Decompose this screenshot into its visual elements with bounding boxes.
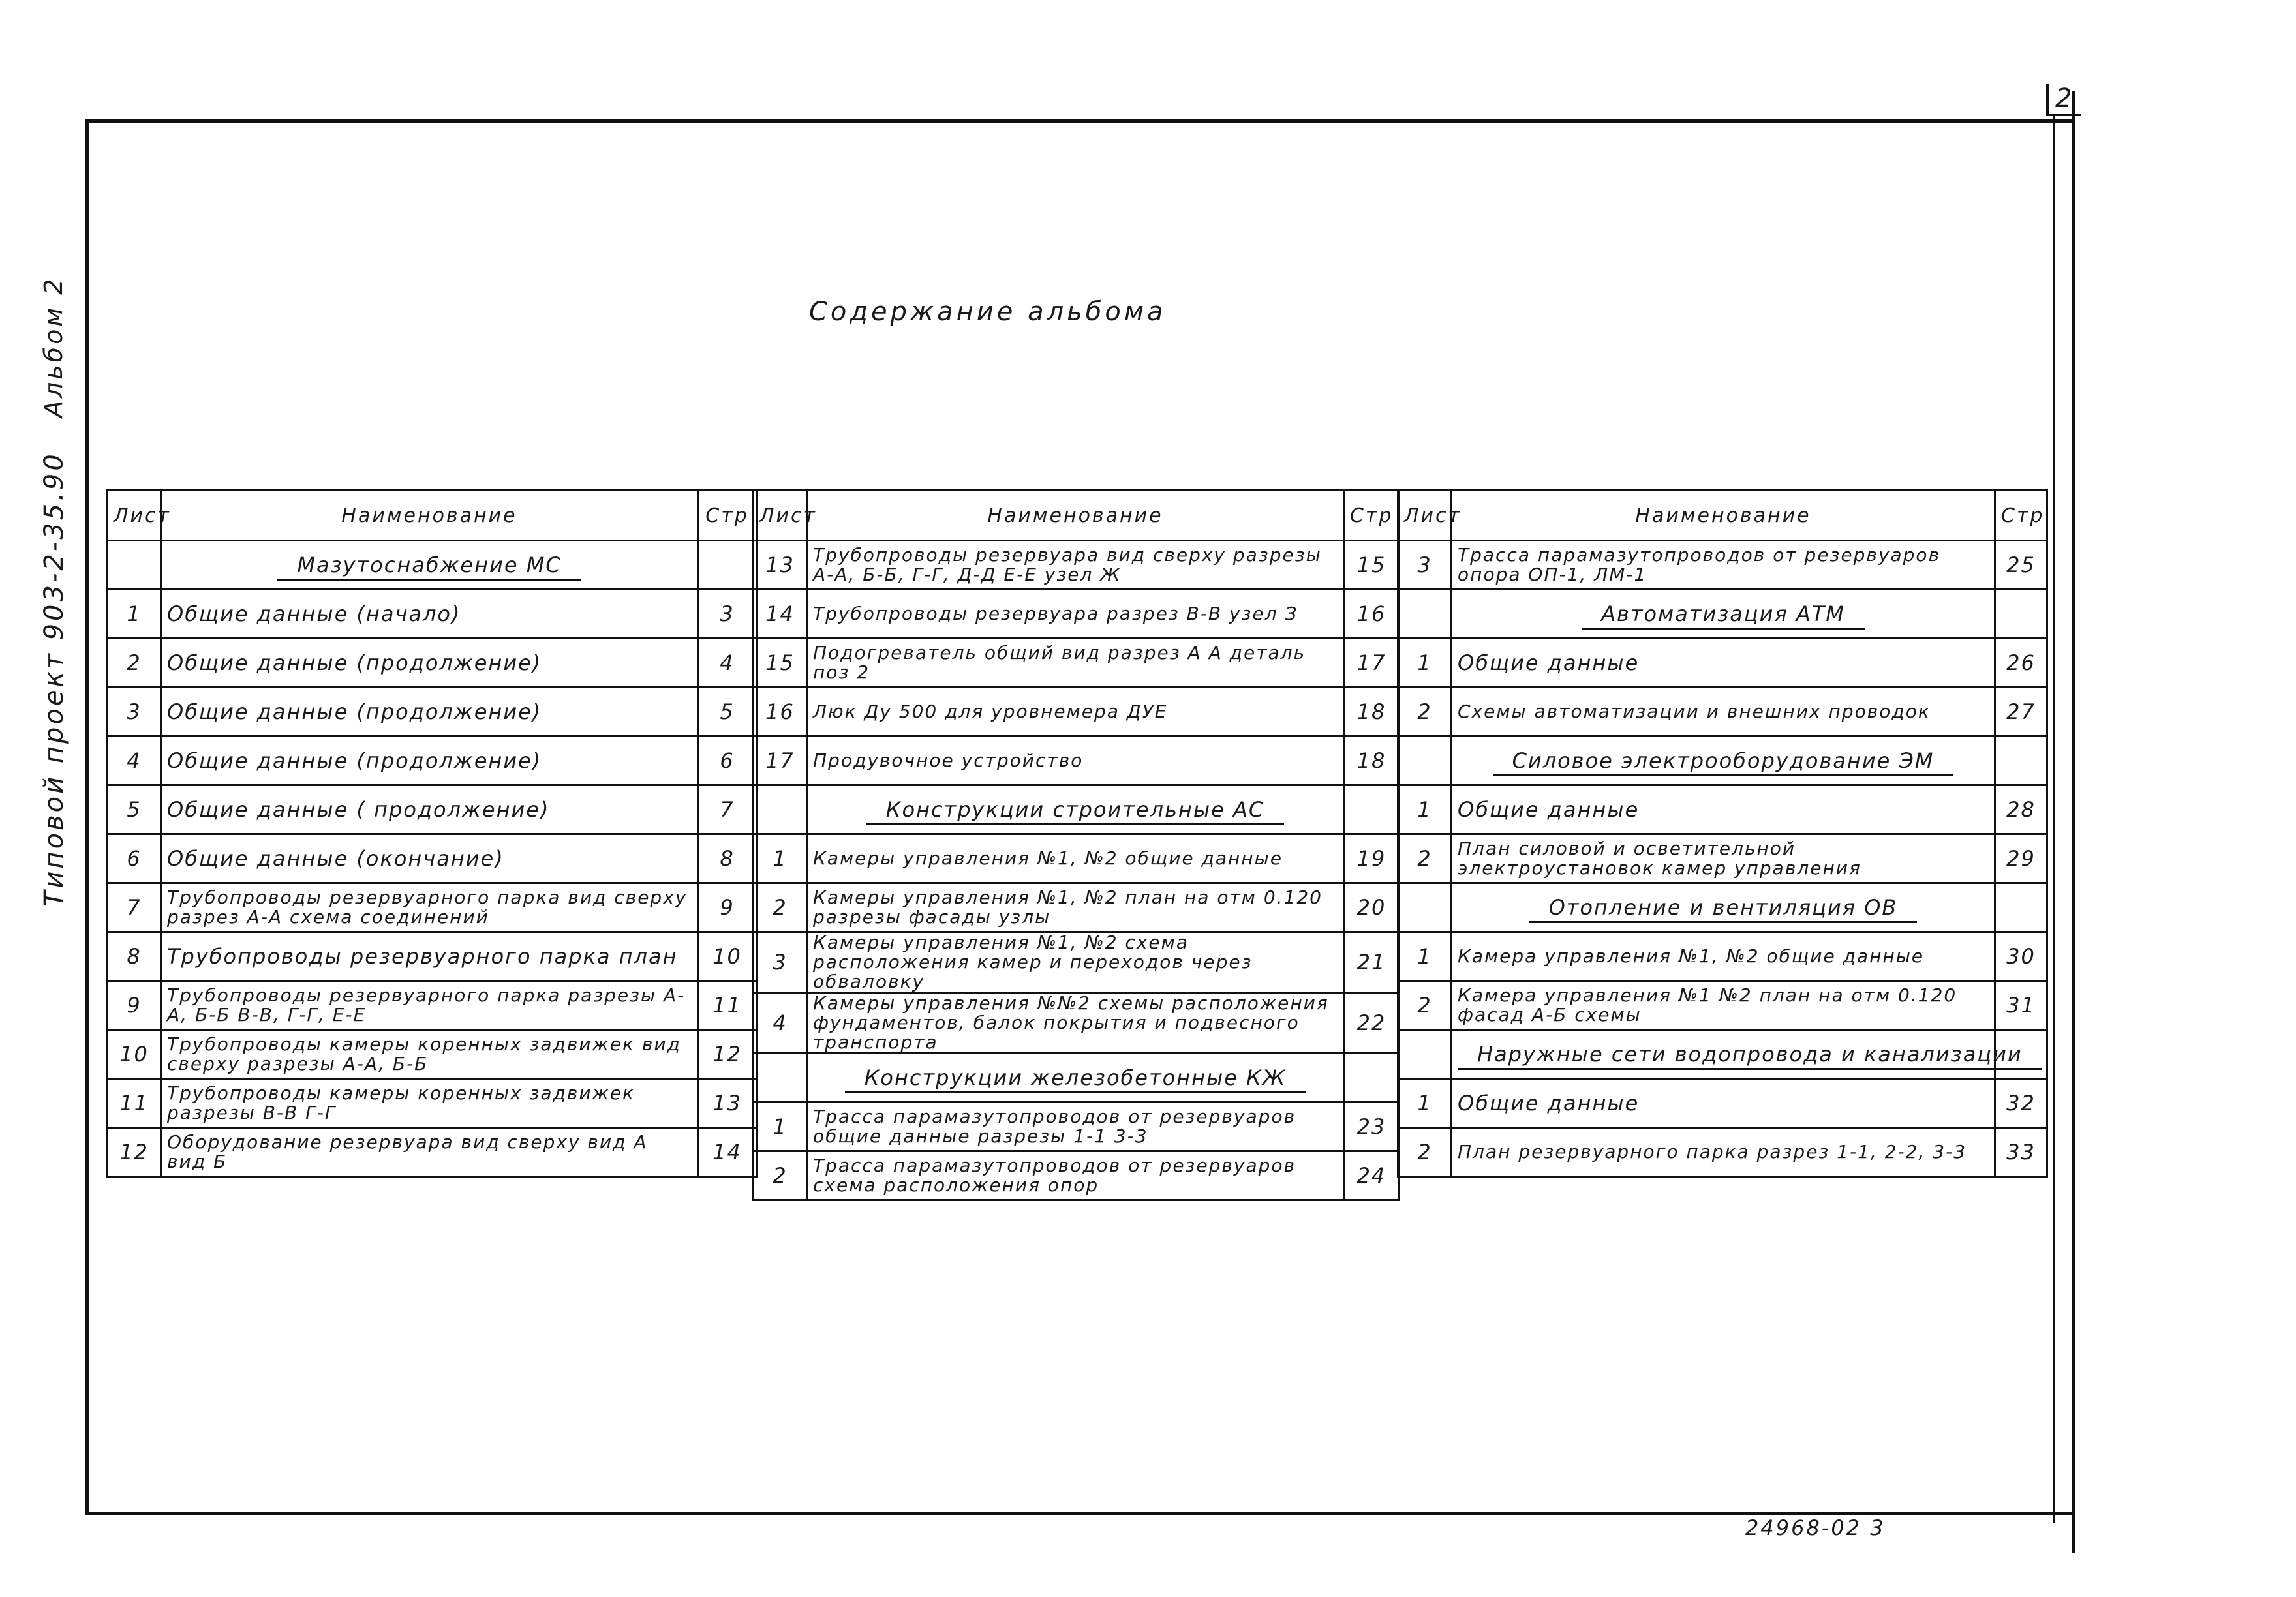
page-ref: 15 [1344,541,1400,590]
table-row [754,639,1400,688]
table-row [108,932,757,981]
table-row [108,785,757,834]
section-heading: Отопление и вентиляция ОВ [1529,895,1918,923]
sheet-name: Трубопроводы резервуара разрез В-В узел З [807,590,1344,639]
sheet-name: Трубопроводы камеры коренных задвижек вид сверху разрезы А-А, Б-Б [161,1030,698,1079]
sheet-name: Трасса парамазутопроводов от резервуаров опора ОП-1, ЛМ-1 [1452,541,1995,590]
table-row [1398,981,2047,1030]
sheet-number [754,785,807,834]
document-code: 24968-02 3 [1745,1515,1886,1540]
sheet-name: Камера управления №1, №2 общие данные [1452,932,1995,981]
sheet-number: 12 [108,1128,161,1177]
sheet-number: 10 [108,1030,161,1079]
table-row [1398,1079,2047,1128]
section-heading-cell [161,541,698,590]
section-heading-cell [1452,737,1995,785]
sheet-name: Трасса парамазутопроводов от резервуаров схема расположения опор [807,1151,1344,1200]
sheet-number: 15 [754,639,807,688]
table-row [108,1079,757,1128]
sheet-name: Люк Ду 500 для уровнемера ДУЕ [807,688,1344,737]
frame-right-border [2053,114,2055,1523]
page-ref [1344,1054,1400,1103]
sheet-number: 6 [108,834,161,883]
sheet-name: Общие данные [1452,785,1995,834]
sheet-number: 4 [108,737,161,785]
table-row [1398,883,2047,932]
table-row [1398,590,2047,639]
sheet-name: План силовой и осветительной электроустановок камер управления [1452,834,1995,883]
section-heading: Силовое электрооборудование ЭМ [1493,748,1954,776]
sheet-number: 3 [754,932,807,993]
sheet-number: 5 [108,785,161,834]
sheet-name: Общие данные (продолжение) [161,639,698,688]
page-ref: 14 [698,1128,757,1177]
page-ref [1344,785,1400,834]
sheet-number: 4 [754,993,807,1054]
page-ref: 32 [1995,1079,2047,1128]
sheet-name: Общие данные [1452,1079,1995,1128]
header-name: Наименование [1452,491,1995,541]
sheet-name: Трасса парамазутопроводов от резервуаров общие данные разрезы 1-1 3-3 [807,1103,1344,1151]
header-page: Стр [698,491,757,541]
table-row [108,1030,757,1079]
page-ref: 17 [1344,639,1400,688]
table-row [754,993,1400,1054]
sheet-name: Общие данные (начало) [161,590,698,639]
section-heading-cell [807,785,1344,834]
side-label-project: Типовой проект 903-2-35.90 [39,451,69,907]
table-row [754,785,1400,834]
sheet-number [1398,590,1452,639]
sheet-name: Камеры управления №1, №2 схема расположения камер и переходов через обваловку [807,932,1344,993]
table-row [108,737,757,785]
sheet-number: 1 [1398,1079,1452,1128]
sheet-name: Общие данные (продолжение) [161,737,698,785]
table-row [1398,834,2047,883]
header-name: Наименование [161,491,698,541]
sheet-number: 7 [108,883,161,932]
sheet-name: Общие данные ( продолжение) [161,785,698,834]
sheet-number: 2 [1398,688,1452,737]
table-row [754,541,1400,590]
page-ref [698,541,757,590]
page-ref: 29 [1995,834,2047,883]
table-row [754,1103,1400,1151]
page-ref: 20 [1344,883,1400,932]
page-ref: 13 [698,1079,757,1128]
sheet-name: Общие данные [1452,639,1995,688]
section-heading: Наружные сети водопровода и канализации [1458,1042,2042,1070]
page-ref [1995,883,2047,932]
page-ref: 19 [1344,834,1400,883]
sheet-number: 9 [108,981,161,1030]
sheet-number: 1 [1398,932,1452,981]
sheet-number: 2 [754,883,807,932]
sheet-number: 1 [754,834,807,883]
sheet-number: 8 [108,932,161,981]
page-ref: 22 [1344,993,1400,1054]
sheet-number [754,1054,807,1103]
page-ref: 33 [1995,1128,2047,1177]
section-heading-cell [1452,883,1995,932]
page-ref: 16 [1344,590,1400,639]
table-row [1398,785,2047,834]
sheet-number: 11 [108,1079,161,1128]
page-ref: 7 [698,785,757,834]
table-row [108,883,757,932]
table-row [108,688,757,737]
contents-table-1 [106,489,758,1178]
page-ref: 26 [1995,639,2047,688]
sheet-name: Общие данные (продолжение) [161,688,698,737]
sheet-name: Трубопроводы резервуарного парка план [161,932,698,981]
table-row [108,639,757,688]
page-ref: 27 [1995,688,2047,737]
table-row [754,883,1400,932]
table-row [754,1151,1400,1200]
sheet-number: 2 [1398,834,1452,883]
page-ref: 3 [698,590,757,639]
sheet-name: Трубопроводы резервуарного парка разрезы А-А, Б-Б В-В, Г-Г, Е-Е [161,981,698,1030]
header-sheet: Лист [754,491,807,541]
table-row [754,834,1400,883]
section-heading: Автоматизация АТМ [1582,601,1865,630]
page-ref: 18 [1344,688,1400,737]
table-row [754,737,1400,785]
sheet-name: Продувочное устройство [807,737,1344,785]
page-ref: 4 [698,639,757,688]
table-row [754,1054,1400,1103]
section-heading-cell [1452,590,1995,639]
header-page: Стр [1344,491,1400,541]
section-heading-cell [1452,1030,2023,1079]
sheet-name: Общие данные (окончание) [161,834,698,883]
page-number: 2 [2055,84,2072,114]
sheet-name: Трубопроводы камеры коренных задвижек разрезы В-В Г-Г [161,1079,698,1128]
page-ref: 9 [698,883,757,932]
sheet-name: Оборудование резервуара вид сверху вид А вид Б [161,1128,698,1177]
page-title: Содержание альбома [809,297,1167,327]
page-ref: 11 [698,981,757,1030]
outer-border-right [2072,91,2075,1553]
section-heading: Конструкции железобетонные КЖ [845,1065,1306,1093]
sheet-number: 2 [1398,1128,1452,1177]
sheet-number: 2 [1398,981,1452,1030]
page-ref: 5 [698,688,757,737]
table-row [1398,737,2047,785]
page-ref: 31 [1995,981,2047,1030]
page-ref: 30 [1995,932,2047,981]
sheet-name: Трубопроводы резервуарного парка вид сверху разрез А-А схема соединений [161,883,698,932]
sheet-name: Схемы автоматизации и внешних проводок [1452,688,1995,737]
page-ref: 24 [1344,1151,1400,1200]
sheet-name: План резервуарного парка разрез 1-1, 2-2, 3-3 [1452,1128,1995,1177]
table-row [108,981,757,1030]
sheet-name: Камеры управления №1, №2 общие данные [807,834,1344,883]
contents-table-3 [1397,489,2048,1178]
sheet-number: 13 [754,541,807,590]
table-row [1398,639,2047,688]
table-row [1398,688,2047,737]
sheet-number [1398,1030,1452,1079]
page-ref: 8 [698,834,757,883]
sheet-number [108,541,161,590]
sheet-number: 1 [108,590,161,639]
page-ref: 10 [698,932,757,981]
table-row [754,932,1400,993]
table-row [108,541,757,590]
page-ref [1995,737,2047,785]
sheet-number: 14 [754,590,807,639]
sheet-number [1398,737,1452,785]
sheet-name: Камера управления №1 №2 план на отм 0.120 фасад А-Б схемы [1452,981,1995,1030]
sheet-number: 1 [1398,639,1452,688]
sheet-name: Камеры управления №1, №2 план на отм 0.120 разрезы фасады узлы [807,883,1344,932]
page-ref [1995,590,2047,639]
table-row [1398,1030,2047,1079]
sheet-number: 1 [754,1103,807,1151]
table-row [1398,932,2047,981]
section-heading: Конструкции строительные АС [866,797,1284,825]
sheet-name: Камеры управления №№2 схемы расположения фундаментов, балок покрытия и подвесного транспорта [807,993,1344,1054]
table-row [754,688,1400,737]
sheet-number [1398,883,1452,932]
sheet-number: 3 [1398,541,1452,590]
section-heading: Мазутоснабжение МС [277,553,581,581]
page-ref: 12 [698,1030,757,1079]
page-ref: 6 [698,737,757,785]
table-row [108,834,757,883]
page-ref: 28 [1995,785,2047,834]
sheet-number: 2 [108,639,161,688]
page-ref: 25 [1995,541,2047,590]
sheet-name: Трубопроводы резервуара вид сверху разрезы А-А, Б-Б, Г-Г, Д-Д Е-Е узел Ж [807,541,1344,590]
table-row [754,590,1400,639]
side-label-album: Альбом 2 [39,276,68,418]
header-name: Наименование [807,491,1344,541]
sheet-number: 2 [754,1151,807,1200]
contents-table-2 [752,489,1400,1201]
sheet-number: 17 [754,737,807,785]
header-page: Стр [1995,491,2047,541]
table-row [1398,541,2047,590]
table-row [108,1128,757,1177]
page-ref: 23 [1344,1103,1400,1151]
sheet-number: 16 [754,688,807,737]
sheet-name: Подогреватель общий вид разрез А А деталь поз 2 [807,639,1344,688]
header-sheet: Лист [1398,491,1452,541]
header-sheet: Лист [108,491,161,541]
section-heading-cell [807,1054,1344,1103]
table-row [1398,1128,2047,1177]
page-ref: 21 [1344,932,1400,993]
page-ref: 18 [1344,737,1400,785]
sheet-number: 3 [108,688,161,737]
table-row [108,590,757,639]
sheet-number: 1 [1398,785,1452,834]
